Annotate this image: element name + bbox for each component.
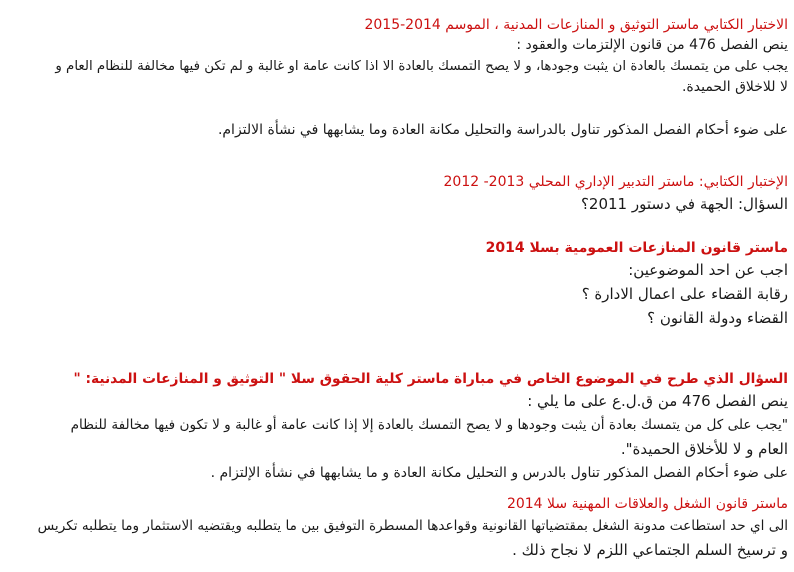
paragraph-line: على ضوء أحكام الفصل المذكور تناول بالدرس و التحليل مكانة العادة و ما يشابهها في نشأة الإلتزام . [210, 465, 788, 481]
section-title: ماستر قانون الشغل والعلاقات المهنية سلا 2014 [506, 496, 788, 512]
section-title: الاختبار الكتابي ماستر التوثيق و المنازعات المدنية ، الموسم 2014-2015 [364, 17, 788, 33]
paragraph-line: لا للاخلاق الحميدة. [681, 79, 788, 95]
section-question [6, 120, 788, 141]
paragraph-line: ينص الفصل 476 من قانون الإلتزمات والعقود : [516, 37, 788, 53]
section-title: ماستر قانون المنازعات العمومية بسلا 2014 [485, 240, 788, 256]
section-title: السؤال الذي طرح في الموضوع الخاص في مباراة ماستر كلية الحقوق سلا " التوثيق و المنازعات المدنية: " [73, 371, 788, 387]
paragraph-line: العام و لا للأخلاق الحميدة". [620, 440, 788, 458]
paragraph-line: يجب على من يتمسك بالعادة ان يثبت وجودها، و لا يصح التمسك بالعادة الا اذا كانت عامة او غالبة و لم تكن فيها مخالفة للنظام العام و [55, 59, 788, 74]
section-master-tadbir-2013 [6, 172, 788, 216]
section-master-tawthiq-2015 [6, 15, 788, 98]
paragraph-line: و ترسيخ السلم الجتماعي اللزم لا نجاح ذلك . [512, 541, 788, 559]
section-master-shughl-2014 [6, 494, 788, 562]
paragraph-line: "يجب على كل من يتمسك بعادة أن يثبت وجودها و لا يصح التمسك بالعادة إلا إذا كانت عامة أو غالبة و لا تكون فيها مخالفة للنظام [70, 417, 788, 433]
paragraph-line: الى اي حد استطاعت مدونة الشغل بمقتضياتها القانونية وقواعدها المسطرة التوفيق بين ما يتطلبه ويقتضيه الاستثمار وما يتطلبه تكريس [37, 518, 788, 534]
section-mubarat-salla [6, 369, 788, 485]
paragraph-line: رقابة القضاء على اعمال الادارة ؟ [581, 285, 788, 303]
paragraph-line: السؤال: الجهة في دستور 2011؟ [580, 195, 788, 213]
paragraph-line: ينص الفصل 476 من ق.ل.ع على ما يلي : [527, 392, 788, 410]
section-title: الإختبار الكتابي: ماستر التدبير الإداري المحلي 2013- 2012 [443, 174, 788, 190]
paragraph-line: على ضوء أحكام الفصل المذكور تناول بالدراسة والتحليل مكانة العادة وما يشابهها في نشأة الالتزام. [217, 122, 788, 138]
paragraph-line: اجب عن احد الموضوعين: [628, 261, 788, 279]
paragraph-line: القضاء ودولة القانون ؟ [647, 309, 788, 327]
section-master-munazaat-2014 [6, 238, 788, 330]
